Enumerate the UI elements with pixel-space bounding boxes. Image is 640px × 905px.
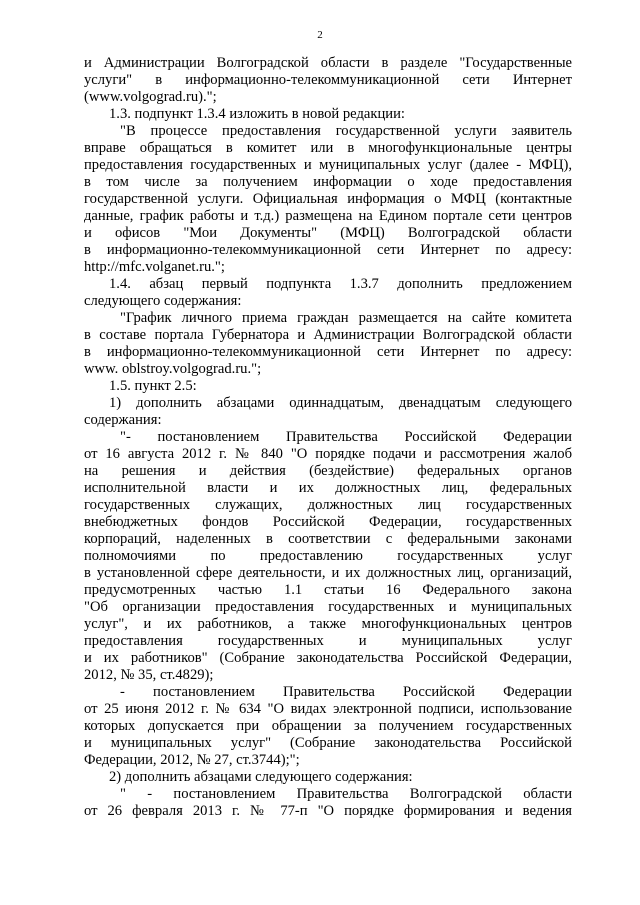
text-line: Федерации, 2012, № 27, ст.3744);"; — [84, 752, 300, 768]
text-line: внебюджетных фондов Российской Федерации, государственных — [84, 514, 572, 530]
text-line: 1.4. абзац первый подпункта 1.3.7 дополнить предложением — [109, 276, 572, 292]
text-line: "Об организации предоставления государственных и муниципальных — [84, 599, 572, 615]
text-line: "В процессе предоставления государственной услуги заявитель — [120, 123, 572, 139]
text-line: в информационно-телекоммуникационной сети Интернет по адресу: — [84, 242, 572, 258]
text-line: от 25 июня 2012 г. № 634 "О видах электронной подписи, использование — [84, 701, 572, 717]
text-line: 1.3. подпункт 1.3.4 изложить в новой редакции: — [109, 106, 405, 122]
text-line: исполнительной власти и их должностных лиц, федеральных — [84, 480, 572, 496]
text-line: и офисов "Мои Документы" (МФЦ) Волгоградской области — [84, 225, 572, 241]
text-line: которых допускается при обращении за получением государственных — [84, 718, 572, 734]
text-line: государственной услуги. Официальная информация о МФЦ (контактные — [84, 191, 572, 207]
text-line: предоставления государственных и муниципальных услуг (далее - МФЦ), — [84, 157, 572, 173]
text-line: и Администрации Волгоградской области в разделе "Государственные — [84, 55, 572, 71]
text-line: данные, график работы и т.д.) размещена на Едином портале сети центров — [84, 208, 572, 224]
text-line: услуг", и их работников, а также многофункциональных центров — [84, 616, 572, 632]
text-line: www. oblstroy.volgograd.ru."; — [84, 361, 262, 377]
text-line: и их работников" (Собрание законодательства Российской Федерации, — [84, 650, 572, 666]
text-line: полномочиями по предоставлению государственных услуг — [84, 548, 572, 564]
text-line: следующего содержания: — [84, 293, 242, 309]
text-line: (www.volgograd.ru)."; — [84, 89, 217, 105]
text-line: 2) дополнить абзацами следующего содержания: — [109, 769, 413, 785]
text-line: 2012, № 35, ст.4829); — [84, 667, 214, 683]
text-line: "- постановлением Правительства Российской Федерации — [120, 429, 572, 445]
text-line: в составе портала Губернатора и Администрации Волгоградской области — [84, 327, 572, 343]
text-line: " - постановлением Правительства Волгоградской области — [120, 786, 572, 802]
text-line: - постановлением Правительства Российской Федерации — [120, 684, 572, 700]
text-line: вправе обращаться в комитет или в многофункциональные центры — [84, 140, 572, 156]
text-line: 1.5. пункт 2.5: — [109, 378, 197, 394]
text-line: 1) дополнить абзацами одиннадцатым, двенадцатым следующего — [109, 395, 572, 411]
text-line: в установленной сфере деятельности, и их должностных лиц, организаций, — [84, 565, 572, 581]
text-line: от 26 февраля 2013 г. № 77-п "О порядке формирования и ведения — [84, 803, 572, 819]
text-line: предусмотренных частью 1.1 статьи 16 Федерального закона — [84, 582, 572, 598]
text-line: на решения и действия (бездействие) федеральных органов — [84, 463, 572, 479]
text-line: услуги" в информационно-телекоммуникационной сети Интернет — [84, 72, 572, 88]
page-number: 2 — [317, 29, 323, 41]
text-line: от 16 августа 2012 г. № 840 "О порядке подачи и рассмотрения жалоб — [84, 446, 572, 462]
text-line: http://mfc.volganet.ru."; — [84, 259, 225, 275]
text-line: корпораций, наделенных в соответствии с федеральными законами — [84, 531, 572, 547]
text-line: "График личного приема граждан размещается на сайте комитета — [120, 310, 572, 326]
text-line: в том числе за получением информации о ходе предоставления — [84, 174, 572, 190]
text-line: в информационно-телекоммуникационной сети Интернет по адресу: — [84, 344, 572, 360]
text-line: государственных служащих, должностных лиц государственных — [84, 497, 572, 513]
text-line: и муниципальных услуг" (Собрание законодательства Российской — [84, 735, 572, 751]
text-line: предоставления государственных и муниципальных услуг — [84, 633, 572, 649]
text-line: содержания: — [84, 412, 162, 428]
